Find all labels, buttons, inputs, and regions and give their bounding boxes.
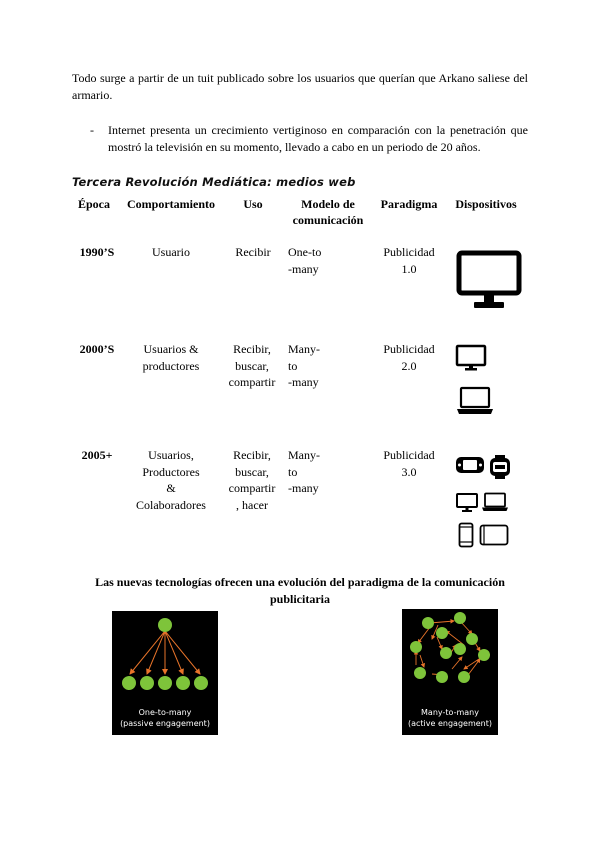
row2-epoca: 2000’S: [79, 342, 115, 356]
bullet-text: Internet presenta un crecimiento vertiginoso en comparación con la penetración que mostró la televisión en su momento, llevado a cabo en un periodo de 20 años.: [108, 123, 528, 154]
row2-modelo-line: to: [288, 358, 298, 373]
row1-paradigma: [376, 244, 442, 277]
row2-uso: [224, 341, 280, 391]
row2-uso-line: buscar,: [235, 358, 269, 373]
network-node: [466, 633, 478, 645]
row3-comportamiento: [116, 447, 226, 513]
bullet-item: [90, 122, 528, 156]
network-node: [414, 667, 426, 679]
many-to-many-diagram: [402, 609, 498, 735]
row1-paradigma-line: Publicidad: [383, 245, 435, 259]
one-to-many-diagram: [112, 611, 218, 735]
laptop-icon: [481, 492, 509, 512]
tablet-icon: [479, 524, 509, 546]
row3-modelo: [288, 447, 348, 497]
desktop-monitor-icon: [455, 344, 487, 372]
desktop-monitor-icon: [456, 250, 522, 312]
game-console-icon: [455, 455, 485, 475]
target-node: [140, 676, 154, 690]
row2-modelo: [288, 341, 348, 391]
diagram1-label-line2: (passive engagement): [120, 719, 210, 728]
row3-epoca: 2005+: [81, 448, 113, 462]
arrows: [130, 631, 200, 674]
intro-paragraph: Todo surge a partir de un tuit publicado sobre los usuarios que querían que Arkano saliese del armario.: [72, 71, 528, 102]
row2-paradigma: [376, 341, 442, 374]
row2-comportamiento-line: Usuarios &: [143, 342, 199, 356]
row3-paradigma: [376, 447, 442, 480]
row3-comportamiento-line: Productores: [142, 464, 200, 479]
network-node: [436, 627, 448, 639]
row1-epoca: 1990’S: [79, 245, 115, 259]
row3-modelo-line: -many: [288, 481, 319, 495]
header-modelo: [286, 196, 370, 228]
row2-comportamiento: [122, 341, 220, 374]
header-modelo-line1: Modelo de: [301, 197, 355, 211]
row2-paradigma-line: Publicidad: [383, 342, 435, 356]
smartphone-icon: [458, 522, 474, 548]
row3-paradigma-line: Publicidad: [383, 448, 435, 462]
header-comportamiento: Comportamiento: [127, 197, 215, 211]
row1-comportamiento-line: Usuario: [152, 245, 190, 259]
header-uso: Uso: [243, 197, 263, 211]
smartwatch-icon: [488, 455, 512, 479]
desktop-monitor-icon: [455, 492, 479, 514]
bullet-marker: -: [90, 123, 94, 137]
network-node: [410, 641, 422, 653]
row2-uso-line: Recibir,: [233, 342, 271, 356]
network-node: [478, 649, 490, 661]
source-node: [158, 618, 172, 632]
row2-modelo-line: -many: [288, 375, 319, 389]
network-node: [454, 643, 466, 655]
network-node: [422, 617, 434, 629]
row3-uso-line: , hacer: [236, 497, 268, 512]
diagram1-label-line1: One-to-many: [138, 708, 192, 717]
target-node: [176, 676, 190, 690]
row1-uso-line: Recibir: [235, 245, 271, 259]
diagram2-label-line1: Many-to-many: [421, 708, 479, 717]
row3-paradigma-line: 3.0: [401, 464, 417, 479]
row3-modelo-line: to: [288, 464, 298, 479]
row2-uso-line: compartir: [228, 375, 276, 389]
target-node: [194, 676, 208, 690]
row1-paradigma-line: 1.0: [401, 261, 417, 276]
row3-uso-line: buscar,: [235, 464, 269, 479]
headline-line2: publicitaria: [269, 591, 330, 606]
row3-comportamiento-line: Usuarios,: [148, 448, 194, 462]
table-caption: Tercera Revolución Mediática: medios web: [72, 175, 356, 189]
row1-modelo: [288, 244, 348, 277]
target-node: [158, 676, 172, 690]
row2-comportamiento-line: productores: [142, 358, 200, 373]
network-node: [458, 671, 470, 683]
target-node: [122, 676, 136, 690]
row1-uso: [228, 244, 278, 261]
laptop-icon: [455, 386, 495, 416]
header-epoca: Época: [77, 197, 110, 211]
headline-line1: Las nuevas tecnologías ofrecen una evolución del paradigma de la comunicación: [95, 575, 505, 589]
header-paradigma: Paradigma: [380, 197, 438, 211]
row3-comportamiento-line: &: [166, 481, 176, 495]
row1-modelo-line: -many: [288, 261, 319, 276]
row3-comportamiento-line: Colaboradores: [136, 497, 206, 512]
network-node: [440, 647, 452, 659]
row3-uso: [224, 447, 280, 513]
row3-uso-line: compartir: [228, 481, 276, 495]
row2-paradigma-line: 2.0: [401, 358, 417, 373]
row1-modelo-line: One-to: [288, 245, 322, 259]
header-modelo-line2: comunicación: [292, 213, 364, 227]
row3-modelo-line: Many-: [288, 448, 320, 462]
row1-comportamiento: [122, 244, 220, 261]
row3-uso-line: Recibir,: [233, 448, 271, 462]
row2-modelo-line: Many-: [288, 342, 320, 356]
headline: [80, 574, 520, 607]
network-node: [454, 612, 466, 624]
network-node: [436, 671, 448, 683]
diagram2-label-line2: (active engagement): [408, 719, 492, 728]
header-dispositivos: Dispositivos: [455, 197, 517, 211]
